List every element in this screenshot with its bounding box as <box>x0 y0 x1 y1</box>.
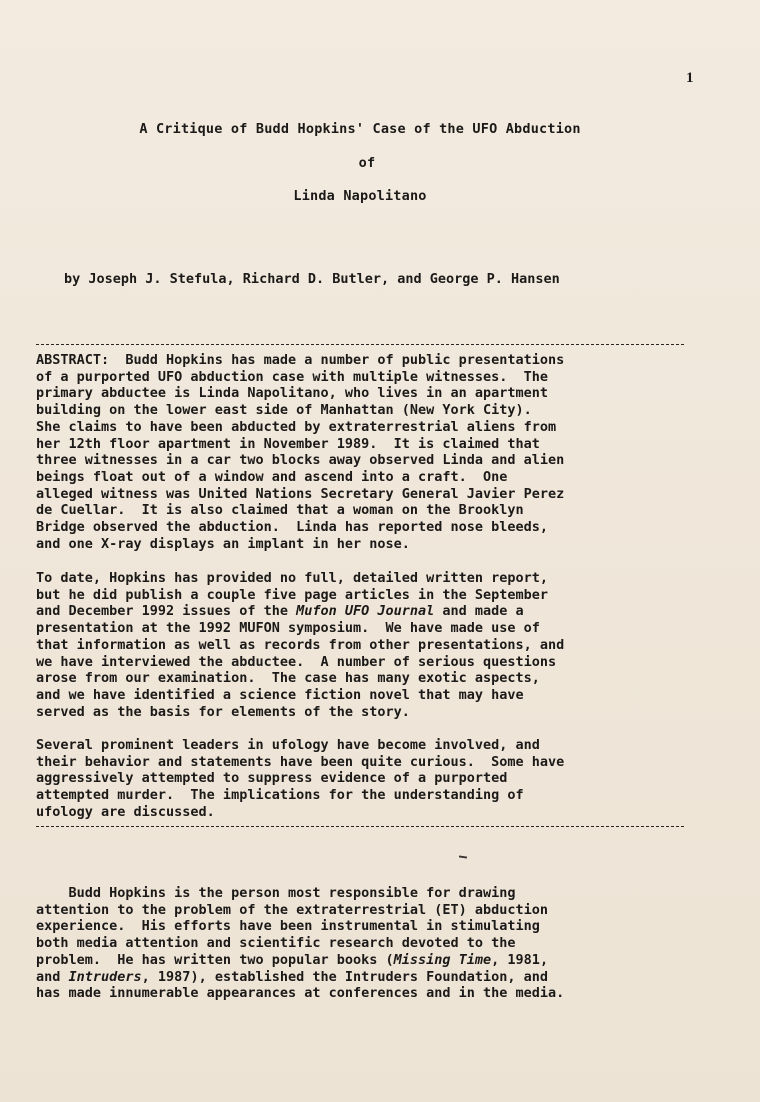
abstract-line: of a purported UFO abduction case with multiple witnesses. The <box>36 368 549 385</box>
abstract-line: Bridge observed the abduction. Linda has reported nose bleeds, <box>36 519 549 536</box>
paragraph-line: To date, Hopkins has provided no full, detailed written report, <box>36 570 549 586</box>
paragraph-text: and made a <box>434 603 524 620</box>
abstract-bottom-rule <box>36 826 684 827</box>
abstract-paragraph <box>36 352 564 552</box>
title-line-2: of <box>358 155 376 171</box>
journal-title: Mufon UFO Journal <box>296 603 435 620</box>
abstract-line: alleged witness was United Nations Secretary General Javier Perez <box>36 485 565 502</box>
abstract-line: her 12th floor apartment in November 1989. It is claimed that <box>36 435 540 452</box>
abstract-paragraph-2 <box>36 570 564 720</box>
abstract-line: She claims to have been abducted by extraterrestrial aliens from <box>36 418 557 435</box>
ink-mark <box>459 855 467 858</box>
paragraph-text: Budd Hopkins is the person most responsible for drawing attention to the problem of the extraterrestrial (ET) abduction experience. His efforts have been instrumental in stimulating both media attention and scientific research devoted to the problem. He has written two popular books ( <box>36 885 549 968</box>
abstract-line: beings float out of a window and ascend into a craft. One <box>36 468 508 485</box>
abstract-paragraph-3: Several prominent leaders in ufology have become involved, and their behavior and statements have been quite curious. Some have aggressively attempted to suppress evidence of a purported attempted murder. The implications for the understanding of ufology are discussed. <box>36 737 565 820</box>
page-number: 1 <box>686 70 694 86</box>
abstract-line: and one X-ray displays an implant in her nose. <box>36 535 410 552</box>
title-line-1: A Critique of Budd Hopkins' Case of the UFO Abduction <box>139 121 581 137</box>
abstract-line: primary abductee is Linda Napolitano, who lives in an apartment <box>36 385 549 402</box>
book-title: Missing Time <box>393 951 492 968</box>
paragraph-text: , 1987), established the Intruders Foundation, and has made innumerable appearances at conferences and in the media. <box>36 968 565 1002</box>
abstract-line: ABSTRACT: Budd Hopkins has made a number of public presentations <box>36 352 565 368</box>
paragraph-line: but he did publish a couple five page articles in the September <box>36 586 549 603</box>
title-line-3: Linda Napolitano <box>293 188 427 204</box>
abstract-line: three witnesses in a car two blocks away observed Linda and alien <box>36 452 565 469</box>
abstract-line: building on the lower east side of Manhattan (New York City). <box>36 402 532 419</box>
book-title: Intruders <box>68 968 142 985</box>
authors-line: by Joseph J. Stefula, Richard D. Butler, and George P. Hansen <box>64 271 560 287</box>
paragraph-text: presentation at the 1992 MUFON symposium. We have made use of that information as well as records from other presentations, and we have interviewed the abductee. A number of serious questions arose from our examination. The case has many exotic aspects, and we have identified a science fiction novel that may have served as the basis for elements of the story. <box>36 620 565 720</box>
paragraph-text: , 1981, and <box>36 951 549 985</box>
abstract-top-rule <box>36 344 684 345</box>
intro-paragraph <box>36 885 564 1002</box>
abstract-line: de Cuellar. It is also claimed that a woman on the Brooklyn <box>36 502 524 519</box>
paragraph-text: and December 1992 issues of the <box>36 603 297 620</box>
